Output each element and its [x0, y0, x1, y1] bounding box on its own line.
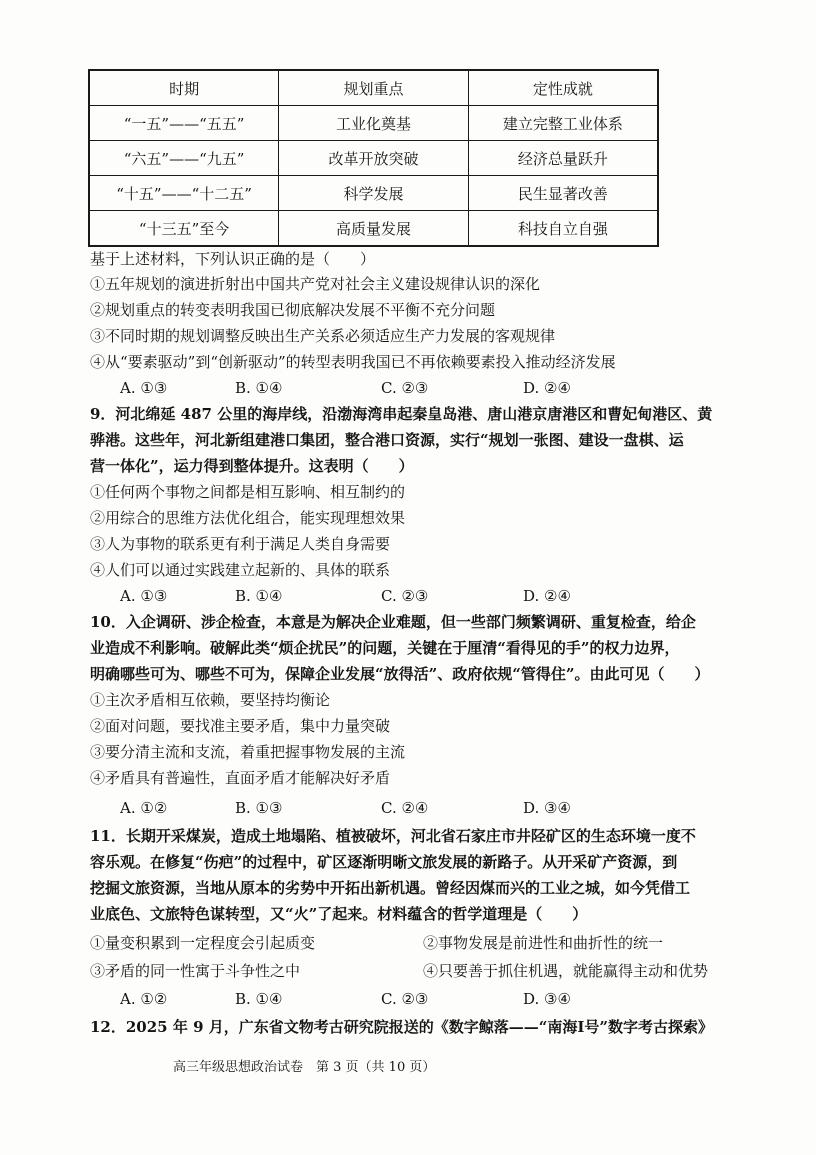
table-row [89, 211, 658, 247]
q8-statement-3: ③不同时期的规划调整反映出生产关系必须适应生产力发展的客观规律 [90, 327, 556, 345]
table-cell: 改革开放突破 [279, 141, 469, 176]
q11-statement-4: ④只要善于抓住机遇，就能赢得主动和优势 [423, 962, 709, 980]
q11-option-a[interactable]: A. ①② [120, 990, 168, 1008]
q9-statement-2: ②用综合的思维方法优化组合，能实现理想效果 [90, 509, 406, 527]
q11-stem-line-2: 容乐观。在修复“伤疤”的过程中，矿区逐渐明晰文旅发展的新路子。从开采矿产资源，到 [90, 853, 678, 871]
q10-statement-1: ①主次矛盾相互依赖，要坚持均衡论 [90, 691, 331, 709]
q11-statement-1: ①量变积累到一定程度会引起质变 [90, 934, 316, 952]
q11-option-c[interactable]: C. ②③ [381, 990, 429, 1008]
table-cell: “六五”——“九五” [89, 141, 279, 176]
q10-stem-line-3: 明确哪些可为、哪些不可为，保障企业发展“放得活”、政府依规“管得住”。由此可见（ ） [90, 665, 710, 683]
q11-statement-3: ③矛盾的同一性寓于斗争性之中 [90, 962, 301, 980]
q10-option-c[interactable]: C. ②④ [381, 799, 429, 817]
q11-stem-line-3: 挖掘文旅资源，当地从原本的劣势中开拓出新机遇。曾经因煤而兴的工业之城，如今凭借工 [90, 879, 691, 897]
q8-statement-2: ②规划重点的转变表明我国已彻底解决发展不平衡不充分问题 [90, 301, 496, 319]
q10-stem-line-1: 10．入企调研、涉企检查，本意是为解决企业难题，但一些部门频繁调研、重复检查，给企 [90, 613, 696, 631]
q11-stem-line-4: 业底色、文旅特色谋转型，又“火”了起来。材料蕴含的哲学道理是（ ） [90, 905, 588, 923]
q8-options [120, 377, 571, 399]
table-header: 规划重点 [279, 70, 469, 106]
q8-option-c[interactable]: C. ②③ [381, 379, 429, 397]
q9-option-c[interactable]: C. ②③ [381, 587, 429, 605]
q9-option-d[interactable]: D. ②④ [523, 587, 571, 605]
q11-statement-2: ②事物发展是前进性和曲折性的统一 [423, 934, 664, 952]
q11-stem-line-1: 11．长期开采煤炭，造成土地塌陷、植被破坏，河北省石家庄市井陉矿区的生态环境一度不 [90, 827, 696, 845]
q9-stem-line-1: 9．河北绵延 487 公里的海岸线，沿渤海湾串起秦皇岛港、唐山港京唐港区和曹妃甸港区、黄 [90, 405, 713, 423]
table-cell: “十五”——“十二五” [89, 176, 279, 211]
table-header: 时期 [89, 70, 279, 106]
table-cell: 民生显著改善 [468, 176, 658, 211]
q8-option-d[interactable]: D. ②④ [523, 379, 571, 397]
table-cell: 经济总量跃升 [468, 141, 658, 176]
q9-options [120, 585, 571, 607]
q8-option-b[interactable]: B. ①④ [235, 379, 283, 397]
table-cell: “十三五”至今 [89, 211, 279, 247]
q10-option-d[interactable]: D. ③④ [523, 799, 571, 817]
q9-stem-line-2: 骅港。这些年，河北新组建港口集团，整合港口资源，实行“规划一张图、建设一盘棋、运 [90, 431, 684, 449]
q11-options [120, 988, 571, 1010]
q10-stem-line-2: 业造成不利影响。破解此类“烦企扰民”的问题，关键在于厘清“看得见的手”的权力边界， [90, 639, 680, 657]
table-cell: 科技自立自强 [468, 211, 658, 247]
q10-options [120, 797, 571, 819]
q9-stem-line-3: 营一体化”，运力得到整体提升。这表明（ ） [90, 457, 414, 475]
q9-statement-1: ①任何两个事物之间都是相互影响、相互制约的 [90, 483, 406, 501]
table-cell: 科学发展 [279, 176, 469, 211]
q8-stem: 基于上述材料，下列认识正确的是（ ） [90, 250, 376, 268]
q10-statement-2: ②面对问题，要找准主要矛盾，集中力量突破 [90, 717, 391, 735]
q8-option-a[interactable]: A. ①③ [120, 379, 168, 397]
table-cell: 高质量发展 [279, 211, 469, 247]
q12-stem-line-1: 12．2025 年 9 月，广东省文物考古研究院报送的《数字鲸落——“南海Ⅰ号”数字考古探索》 [90, 1018, 714, 1036]
q10-statement-4: ④矛盾具有普遍性，直面矛盾才能解决好矛盾 [90, 769, 391, 787]
table-header-row [89, 70, 658, 106]
q8-statement-4: ④从“要素驱动”到“创新驱动”的转型表明我国已不再依赖要素投入推动经济发展 [90, 353, 616, 371]
page-footer: 高三年级思想政治试卷 第 3 页（共 10 页） [173, 1060, 436, 1075]
table-row [89, 176, 658, 211]
table-row [89, 141, 658, 176]
q10-option-a[interactable]: A. ①② [120, 799, 168, 817]
q9-statement-4: ④人们可以通过实践建立起新的、具体的联系 [90, 561, 391, 579]
table-cell: 建立完整工业体系 [468, 106, 658, 141]
table-row [89, 106, 658, 141]
q9-statement-3: ③人为事物的联系更有利于满足人类自身需要 [90, 535, 391, 553]
q8-statement-1: ①五年规划的演进折射出中国共产党对社会主义建设规律认识的深化 [90, 275, 541, 293]
q11-option-b[interactable]: B. ①④ [235, 990, 283, 1008]
q11-option-d[interactable]: D. ③④ [523, 990, 571, 1008]
q10-option-b[interactable]: B. ①③ [235, 799, 283, 817]
q9-option-b[interactable]: B. ①④ [235, 587, 283, 605]
five-year-plan-table [88, 69, 659, 247]
table-cell: 工业化奠基 [279, 106, 469, 141]
table-cell: “一五”——“五五” [89, 106, 279, 141]
q10-statement-3: ③要分清主流和支流，着重把握事物发展的主流 [90, 743, 406, 761]
table-header: 定性成就 [468, 70, 658, 106]
q9-option-a[interactable]: A. ①③ [120, 587, 168, 605]
